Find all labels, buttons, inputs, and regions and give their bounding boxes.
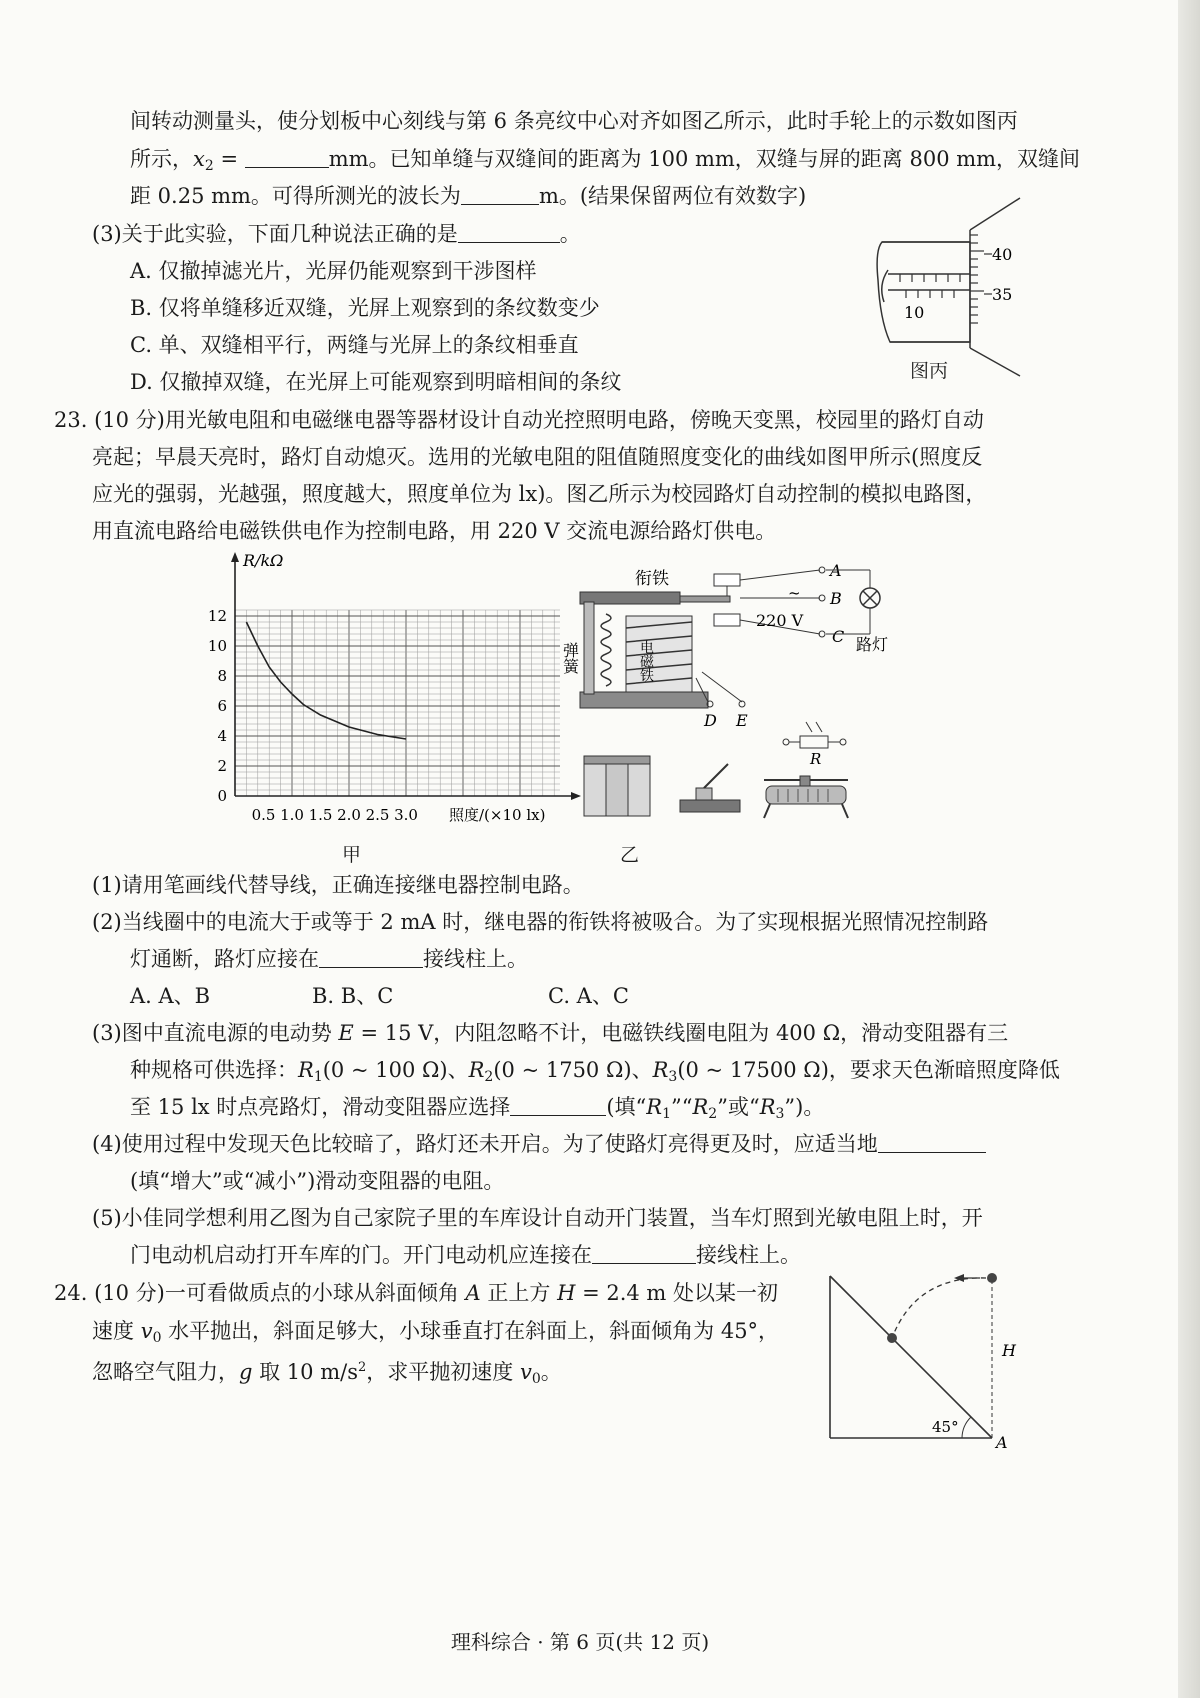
photoresistor-icon [783, 722, 846, 748]
q22-text-line-1: 间转动测量头，使分划板中心刻线与第 6 条亮纹中心对齐如图乙所示，此时手轮上的示数如图丙 [130, 109, 1018, 133]
q23-sub2-option-b: B. B、C [312, 984, 394, 1008]
q23-text-line-4: 用直流电路给电磁铁供电作为控制电路，用 220 V 交流电源给路灯供电。 [92, 519, 777, 543]
page-footer: 理科综合 · 第 6 页(共 12 页) [450, 1630, 710, 1654]
q22-option-c: C. 单、双缝相平行，两缝与光屏上的条纹相垂直 [130, 333, 579, 357]
answer-blank-lamp-terminals[interactable] [319, 947, 423, 968]
chart-x-tick-label: 2.5 [365, 806, 390, 824]
micrometer-tick-35: 35 [992, 285, 1013, 304]
wire-a [740, 570, 820, 580]
q23-sub4-line-1: (4)使用过程中发现天色比较暗了，路灯还未开启。为了使路灯亮得更及时，应适当地 [92, 1129, 986, 1159]
rheostat-icon [764, 776, 848, 818]
q22-text-line-3: 距 0.25 mm。可得所测光的波长为 m。(结果保留两位有效数字) [130, 184, 807, 208]
q22-option-a: A. 仅撤掉滤光片，光屏仍能观察到干涉图样 [130, 259, 537, 283]
incline-slope [830, 1276, 992, 1438]
q23-sub5-line-1: (5)小佳同学想利用乙图为自己家院子里的车库设计自动开门装置，当车灯照到光敏电阻上时，开 [92, 1206, 983, 1230]
lamp-label: 路灯 [856, 635, 889, 654]
chart-x-tick-label: 1.0 [280, 806, 304, 824]
height-label: H [1002, 1341, 1016, 1360]
chart-y-tick-label: 6 [217, 697, 227, 715]
spring-label: 弹簧 [560, 642, 580, 674]
q23-text-line-1: 23. (10 分)用光敏电阻和电磁继电器等器材设计自动光控照明电路，傍晚天变黑，校园里的路灯自动 [54, 408, 984, 432]
q22-option-d: D. 仅撤掉双缝，在光屏上可能观察到明暗相间的条纹 [130, 370, 622, 394]
micrometer-tick-10: 10 [904, 303, 925, 322]
chart-y-label: R/kΩ [243, 551, 284, 570]
chart-y-tick-label: 0 [217, 787, 227, 805]
armature-bar [580, 592, 680, 604]
chart-grid [235, 610, 560, 796]
chart-x-label: 照度/(×10 lx) [449, 806, 546, 824]
q23-sub2-line-1: (2)当线圈中的电流大于或等于 2 mA 时，继电器的衔铁将被吸合。为了实现根据光照情况控制路 [92, 910, 989, 934]
terminal-d: D [704, 711, 717, 730]
q23-sub3-line-3: 至 15 lx 时点亮路灯，滑动变阻器应选择 (填“$R_1”“R_2$”或“$R_3$”)。 [130, 1095, 825, 1122]
q24-text-line-1: 24. (10 分)一可看做质点的小球从斜面倾角 A 正上方 H = 2.4 m 处以某一初 [54, 1281, 778, 1305]
relay-frame-post [584, 602, 594, 694]
chart-y-arrow [231, 552, 239, 562]
chart-x-tick-label: 0.5 [251, 806, 276, 824]
q23-sub3-line-2: 种规格可供选择：$R_1(0$ ~ 100 Ω)、$R_2(0$ ~ 1750 Ω)、$R_3(0$ ~ 17500 Ω)，要求天色渐暗照度降低 [130, 1058, 1060, 1085]
incline-projectile-figure [820, 1266, 1020, 1454]
answer-blank-motor-terminals[interactable] [592, 1243, 696, 1264]
q23-sub3-line-1: (3)图中直流电源的电动势 E = 15 V，内阻忽略不计，电磁铁线圈电阻为 400 Ω，滑动变阻器有三 [92, 1021, 1009, 1045]
resistance-illuminance-chart [205, 548, 585, 830]
q23-sub2-option-c: C. A、C [548, 984, 629, 1008]
terminal-a: A [830, 561, 842, 580]
q23-sub2-option-a: A. A、B [130, 984, 211, 1008]
electromagnet-label: 电磁铁 [638, 640, 654, 682]
q23-sub4-line-2: (填“增大”或“减小”)滑动变阻器的电阻。 [130, 1169, 505, 1193]
q23-sub2-line-2: 灯通断，路灯应接在 接线柱上。 [130, 947, 528, 971]
chart-y-tick-label: 4 [217, 727, 227, 745]
ac-symbol: ~ [788, 584, 801, 602]
answer-blank-x2[interactable] [245, 147, 329, 168]
answer-blank-wavelength[interactable] [461, 184, 539, 205]
q24-text-line-2: 速度 $v_0$ 水平抛出，斜面足够大，小球垂直打在斜面上，斜面倾角为 45°， [92, 1319, 780, 1346]
ball-start [987, 1273, 997, 1283]
micrometer-figure [870, 190, 1030, 390]
chart-x-tick-label: 3.0 [394, 806, 418, 824]
answer-blank-q3[interactable] [458, 222, 560, 243]
chart-x-tick-label: 1.5 [308, 806, 333, 824]
q22-sub3: (3)关于此实验，下面几种说法正确的是 。 [92, 222, 581, 246]
q22-text-line-2: 所示，$x_2$ = mm。已知单缝与双缝间的距离为 100 mm，双缝与屏的距离 800 mm，双缝间 [130, 147, 1081, 174]
point-a-label: A [996, 1433, 1008, 1452]
chart-y-tick-label: 8 [217, 667, 227, 685]
armature-label: 衔铁 [635, 569, 669, 589]
ball-impact [887, 1333, 897, 1343]
chart-y-tick-label: 12 [207, 607, 227, 625]
micrometer-tick-40: 40 [992, 245, 1013, 264]
relay-circuit-figure [560, 552, 910, 842]
q24-text-line-3: 忽略空气阻力，g 取 10 $m/s^2$，求平抛初速度 $v_0$。 [92, 1360, 562, 1387]
chart-y-tick-label: 2 [217, 757, 227, 775]
figure-bing-caption: 图丙 [910, 360, 949, 382]
angle-arc [962, 1417, 971, 1438]
answer-blank-adjust[interactable] [878, 1132, 986, 1153]
relay-base [580, 692, 708, 708]
q22-option-b: B. 仅将单缝移近双缝，光屏上观察到的条纹数变少 [130, 296, 600, 320]
page-edge [1178, 0, 1200, 1698]
q23-sub5-line-2: 门电动机启动打开车库的门。开门电动机应连接在 接线柱上。 [130, 1243, 801, 1267]
switch-icon [680, 764, 740, 812]
ac-voltage-label: 220 V [756, 611, 804, 630]
q23-text-line-3: 应光的强弱，光越强，照度越大，照度单位为 lx)。图乙所示为校园路灯自动控制的模拟电路图， [92, 482, 987, 506]
angle-label: 45° [932, 1418, 959, 1436]
terminal-b: B [830, 589, 842, 608]
resistor-label: R [810, 750, 822, 768]
chart-x-tick-label: 2.0 [337, 806, 361, 824]
terminal-c: C [832, 627, 845, 646]
terminal-e: E [736, 711, 748, 730]
q23-text-line-2: 亮起；早晨天亮时，路灯自动熄灭。选用的光敏电阻的阻值随照度变化的曲线如图甲所示(照度反 [92, 445, 983, 469]
chart-y-tick-label: 10 [207, 637, 227, 655]
figure-yi-caption: 乙 [620, 844, 640, 866]
figure-jia-caption: 甲 [342, 844, 362, 866]
battery-icon [584, 756, 650, 816]
spring-icon [601, 614, 611, 686]
q23-sub1: (1)请用笔画线代替导线，正确连接继电器控制电路。 [92, 873, 584, 897]
answer-blank-rheostat[interactable] [510, 1095, 606, 1116]
trajectory-path [892, 1278, 986, 1338]
